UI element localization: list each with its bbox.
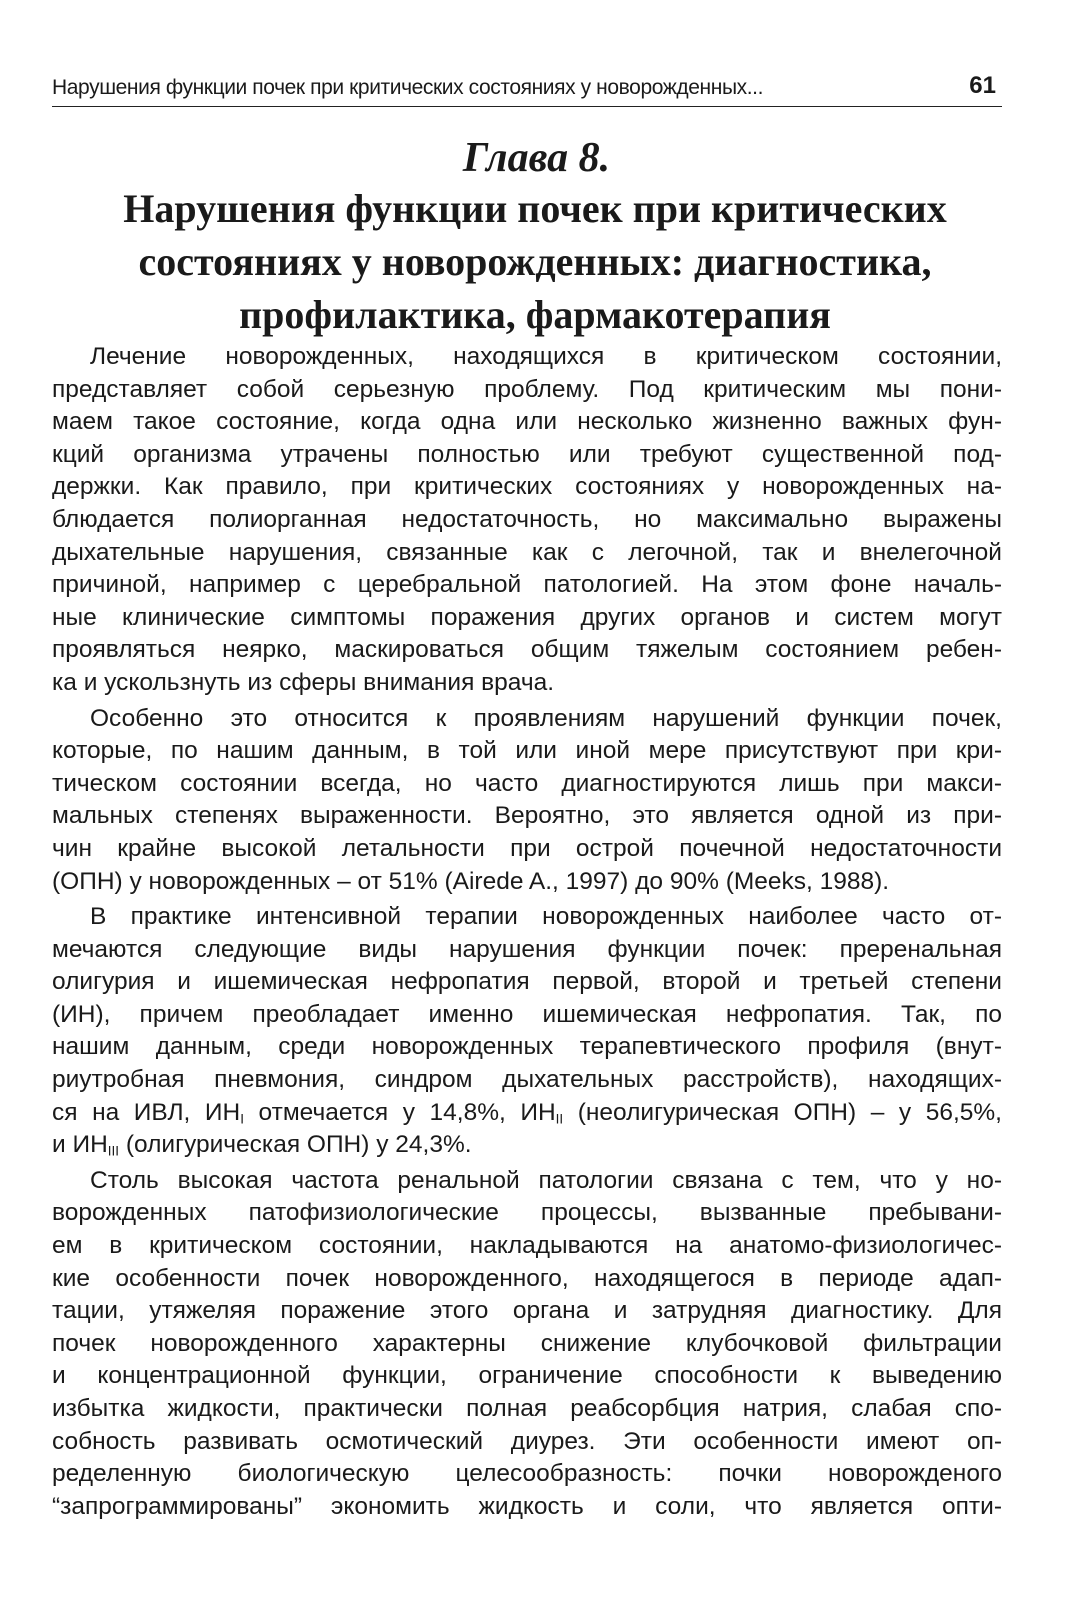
text-fragment: ся на ИВЛ, ИН: [52, 1098, 241, 1126]
text-line: (ОПН) у новорожденных – от 51% (Airede A., 1997) до 90% (Meeks, 1988).: [52, 867, 890, 895]
text-line: ка и ускользнуть из сферы внимания врача.: [52, 668, 555, 696]
subscript: I: [240, 1111, 244, 1127]
page-header: [52, 62, 1002, 107]
text-line: чин крайне высокой летальности при острой почечной недостаточности: [52, 834, 1002, 862]
text-line: держки. Как правило, при критических состояниях у новорожденных на-: [52, 473, 1002, 501]
subscript: II: [555, 1111, 564, 1127]
text-line: Столь высокая частота ренальной патологии связана с тем, что у но-: [90, 1166, 1002, 1194]
text-line: мальных степенях выраженности. Вероятно, это является одной из при-: [52, 802, 1002, 830]
text-line: (ИН), причем преобладает именно ишемическая нефропатия. Так, по: [52, 1000, 1002, 1028]
subscript: III: [107, 1143, 120, 1159]
chapter-label: Глава 8.: [462, 135, 611, 181]
text-line: кие особенности почек новорожденного, находящегося в периоде адап-: [52, 1264, 1002, 1292]
text-line: “запрограммированы” экономить жидкость и соли, что является опти-: [52, 1492, 1002, 1520]
text-line: В практике интенсивной терапии новорожденных наиболее часто от-: [90, 903, 1002, 931]
page-number: 61: [969, 72, 996, 99]
text-line: Лечение новорожденных, находящихся в критическом состоянии,: [90, 343, 1002, 370]
text-fragment: (олигурическая ОПН) у 24,3%.: [125, 1131, 472, 1159]
text-line: ределенную биологическую целесообразность: почки новорожденого: [52, 1460, 1002, 1488]
text-line: кций организма утрачены полностью или требуют существенной под-: [52, 440, 1002, 468]
body-text: [52, 341, 1002, 1523]
text-fragment: и ИН: [52, 1131, 108, 1159]
text-line: маем такое состояние, когда одна или несколько жизненно важных фун-: [52, 408, 1002, 436]
running-title: Нарушения функции почек при критических состояниях у новорожденных...: [52, 76, 764, 99]
text-line: дыхательные нарушения, связанные как с легочной, так и внелегочной: [52, 538, 1002, 566]
text-line: представляет собой серьезную проблему. Под критическим мы пони-: [52, 375, 1002, 403]
text-line: которые, по нашим данным, в той или иной мере присутствуют при кри-: [52, 737, 1002, 765]
paragraph-4: [52, 1165, 1002, 1524]
text-line: и концентрационной функции, ограничение способности к выведению: [52, 1362, 1002, 1390]
text-fragment: отмечается у 14,8%, ИН: [258, 1098, 556, 1126]
chapter-title-line: профилактика, фармакотерапия: [239, 292, 831, 337]
paragraph-1: [52, 341, 1002, 700]
text-line: мечаются следующие виды нарушения функции почек: преренальная: [52, 935, 1002, 963]
text-line: тическом состоянии всегда, но часто диагностируются лишь при макси-: [52, 769, 1002, 797]
chapter-title: [60, 182, 1010, 341]
paragraph-3: [52, 901, 1002, 1162]
text-line: Особенно это относится к проявлениям нарушений функции почек,: [90, 704, 1002, 732]
text-line: нашим данным, среди новорожденных терапевтического профиля (внут-: [52, 1033, 1002, 1061]
text-line: риутробная пневмония, синдром дыхательных расстройств), находящих-: [52, 1066, 1002, 1094]
text-line: олигурия и ишемическая нефропатия первой, второй и третьей степени: [52, 968, 1002, 996]
paragraph-2: [52, 703, 1002, 899]
text-line: ворожденных патофизиологические процессы, вызванные пребывани-: [52, 1199, 1002, 1227]
text-line: проявляться неярко, маскироваться общим тяжелым состоянием ребен-: [52, 636, 1002, 664]
chapter-title-line: Нарушения функции почек при критических: [123, 186, 947, 231]
chapter-title-line: состояниях у новорожденных: диагностика,: [138, 239, 932, 284]
text-line: блюдается полиорганная недостаточность, но максимально выражены: [52, 505, 1002, 533]
text-line: ем в критическом состоянии, накладываются на анатомо-физиологичес-: [52, 1232, 1002, 1260]
text-fragment: (неолигурическая ОПН) – у 56,5%,: [577, 1098, 1002, 1126]
text-line-with-subscripts: [52, 1129, 1002, 1162]
text-line: причиной, например с церебральной патологией. На этом фоне началь-: [52, 571, 1002, 599]
text-line: собность развивать осмотический диурез. Эти особенности имеют оп-: [52, 1427, 1002, 1455]
text-line: тации, утяжеляя поражение этого органа и затрудняя диагностику. Для: [52, 1297, 1002, 1325]
text-line-with-subscripts: [52, 1097, 1002, 1130]
text-line: почек новорожденного характерны снижение клубочковой фильтрации: [52, 1329, 1002, 1357]
text-line: ные клинические симптомы поражения других органов и систем могут: [52, 603, 1002, 631]
text-line: избытка жидкости, практически полная реабсорбция натрия, слабая спо-: [52, 1395, 1002, 1422]
